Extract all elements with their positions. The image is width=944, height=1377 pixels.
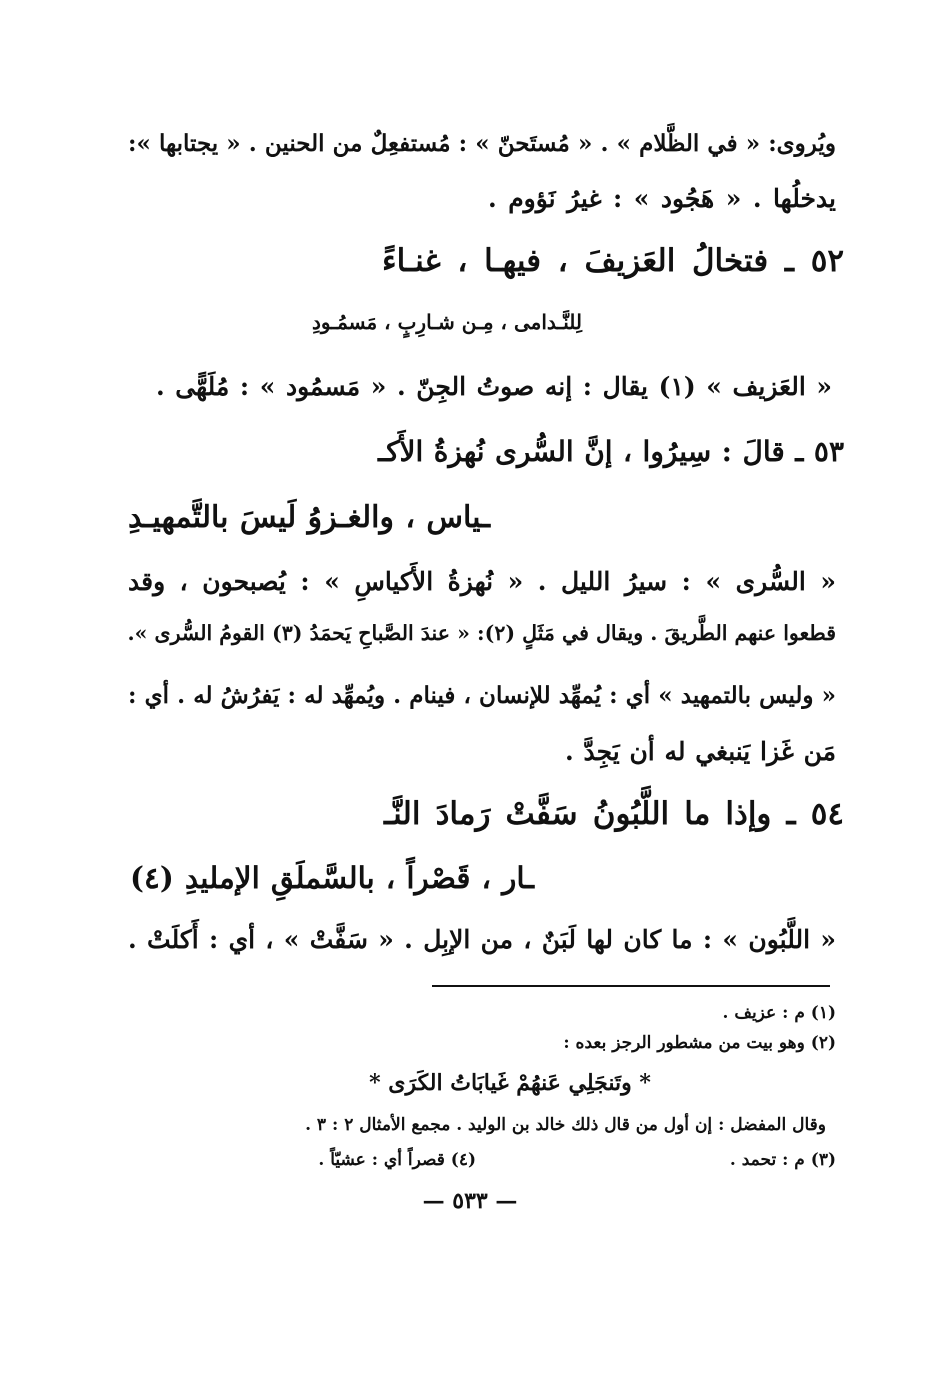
gloss-line: ويُروى: « في الظَّلام » . « مُستَحنّ » : مُستفعِلٌ من الحنين . « يجتابها »:: [128, 130, 836, 157]
gloss-line: « السُّرى » : سيرُ الليل . « نُهزةُ الأَكياسِ » : يُصبحون ، وقد: [128, 567, 836, 596]
verse-second-hemistich: ـار ، قَصْراً ، بالسَّملَقِ الإمليدِ (٤): [130, 860, 534, 895]
gloss-line: يدخلُها . « هَجُود » : غيرُ نَؤوم .: [488, 184, 836, 213]
footnote-2-note: وقال المفضل : إن أول من قال ذلك خالد بن الوليد . مجمع الأمثال ٢ : ٣ .: [305, 1115, 826, 1135]
gloss-line: « اللَّبُون » : ما كان لها لَبَنٌ ، من الإبِل . « سَفَّتْ » ، أي : أَكلَتْ .: [128, 925, 836, 954]
gloss-line: « العَزيف » (١) يقال : إنه صوتُ الجِنّ . « مَسمُود » : مُلَهًّى .: [156, 372, 832, 401]
gloss-line: « وليس بالتمهيد » أي : يُمهِّد للإنسان ، فينام . ويُمهِّد له : يَفرُشُ له . أي :: [128, 682, 836, 709]
footnote-2-verse: * وتَنجَلِي عَنهُمْ غَيابَاتُ الكَرَى *: [369, 1070, 651, 1096]
footnote-2: (٢) وهو بيت من مشطور الرجز بعده :: [563, 1033, 836, 1053]
footnote-4: (٤) قصراً أي : عشيّاً .: [318, 1150, 476, 1170]
page-number: — ٥٣٣ —: [422, 1188, 518, 1214]
verse-first-hemistich: ٥٣ ـ قالَ : سِيرُوا ، إنَّ السُّرى نُهزةُ الأَكـ: [378, 435, 844, 468]
gloss-line: مَن غَزا يَنبغي له أن يَجِدَّ .: [565, 737, 836, 766]
verse-second-hemistich: لِلنَّـدامى ، مِـن شـارِبٍ ، مَسمُـودِ: [312, 310, 582, 334]
footnote-separator: [432, 985, 830, 987]
verse-first-hemistich: ٥٤ ـ وإذا ما اللَّبُونُ سَفَّتْ رَمادَ النَّـ: [384, 796, 844, 832]
gloss-line: قطعوا عنهم الطَّريقَ . ويقال في مَثَلٍ (٢): « عندَ الصَّباحِ يَحمَدُ (٣) القومُ السُّرى ».: [127, 621, 836, 645]
verse-second-hemistich: ـياس ، والغـزوُ لَيسَ بالتَّمهيـدِ: [128, 500, 490, 535]
verse-first-hemistich: ٥٢ ـ فتخالُ العَزيفَ ، فيهـا ، غنـاءً: [382, 243, 844, 279]
footnote-3: (٣) م : تحمد .: [729, 1150, 836, 1170]
footnote-1: (١) م : عزيف .: [722, 1003, 836, 1023]
